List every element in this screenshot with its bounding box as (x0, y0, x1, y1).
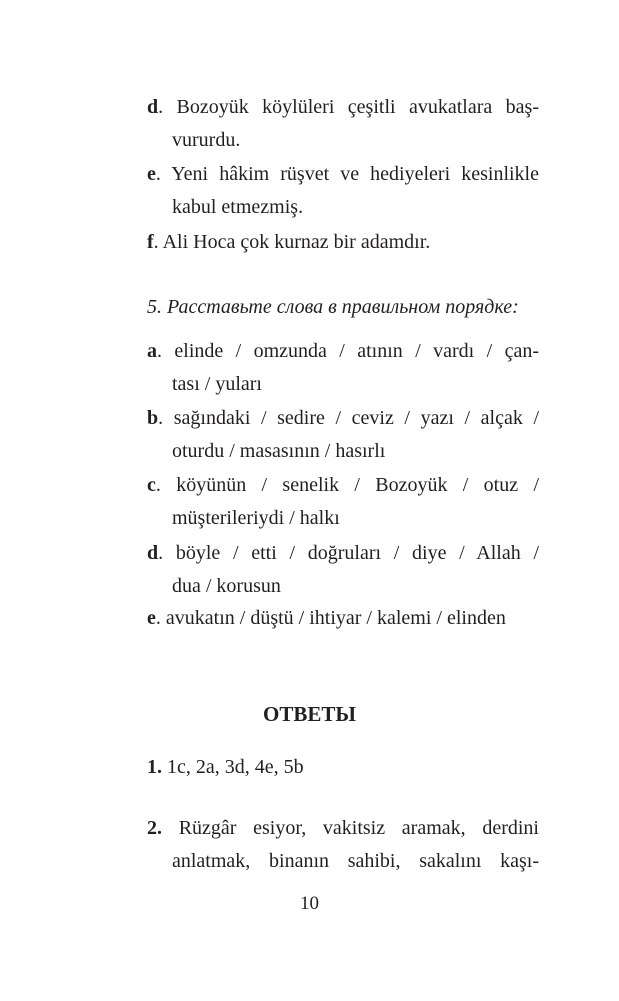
answer-number: 2. (147, 817, 162, 839)
item-text: . köyünün / senelik / Bozoyük / otuz / (155, 474, 539, 496)
item-letter: e (147, 607, 156, 629)
item-continuation: tası / yuları (172, 373, 262, 395)
item-continuation: vururdu. (172, 129, 241, 151)
item-letter: d (147, 542, 159, 564)
item-text: . Ali Hoca çok kurnaz bir adamdır. (153, 231, 431, 253)
item-continuation: müşterileriydi / halkı (172, 507, 340, 529)
item-text: 1c, 2a, 3d, 4e, 5b (162, 756, 304, 778)
item-text: . sağındaki / sedire / ceviz / yazı / alçak / (158, 407, 539, 429)
item-line (147, 402, 539, 435)
list-item (147, 91, 539, 157)
item-line (147, 226, 539, 259)
answer-item (147, 812, 539, 878)
item-line (147, 812, 539, 845)
item-letter: d (147, 96, 159, 118)
answer-item (147, 751, 539, 784)
list-item (147, 158, 539, 224)
item-letter: e (147, 163, 156, 185)
item-line (147, 751, 539, 784)
item-continuation: kabul etmezmiş. (172, 196, 304, 218)
item-text: . Yeni hâkim rüşvet ve hediyeleri kesinlikle (155, 163, 539, 185)
list-item (147, 537, 539, 603)
item-text: . böyle / etti / doğruları / diye / Allah / (158, 542, 539, 564)
item-line (147, 335, 539, 368)
item-text: . elinde / omzunda / atının / vardı / çan- (157, 340, 539, 362)
item-text: . avukatın / düştü / ihtiyar / kalemi / elinden (155, 607, 506, 629)
item-continuation: oturdu / masasının / hasırlı (172, 440, 386, 462)
item-letter: c (147, 474, 156, 496)
list-item (147, 402, 539, 468)
item-line (147, 91, 539, 124)
item-line (147, 158, 539, 191)
list-item (147, 335, 539, 401)
item-letter: b (147, 407, 159, 429)
page-number: 10 (300, 893, 319, 914)
item-line (147, 537, 539, 570)
item-line (147, 469, 539, 502)
item-text: Rüzgâr esiyor, vakitsiz aramak, derdini (162, 817, 539, 839)
exercise-instruction: 5. Расставьте слова в правильном порядке: (147, 296, 519, 318)
item-text: . Bozoyük köylüleri çeşitli avukatlara baş- (158, 96, 539, 118)
answer-number: 1. (147, 756, 162, 778)
list-item (147, 226, 539, 259)
item-letter: a (147, 340, 157, 362)
answers-heading: ОТВЕТЫ (263, 702, 356, 726)
item-letter: f (147, 231, 154, 253)
list-item (147, 469, 539, 535)
item-continuation: dua / korusun (172, 575, 281, 597)
item-continuation: anlatmak, binanın sahibi, sakalını kaşı- (172, 850, 539, 872)
item-line (147, 602, 539, 635)
list-item (147, 602, 539, 635)
